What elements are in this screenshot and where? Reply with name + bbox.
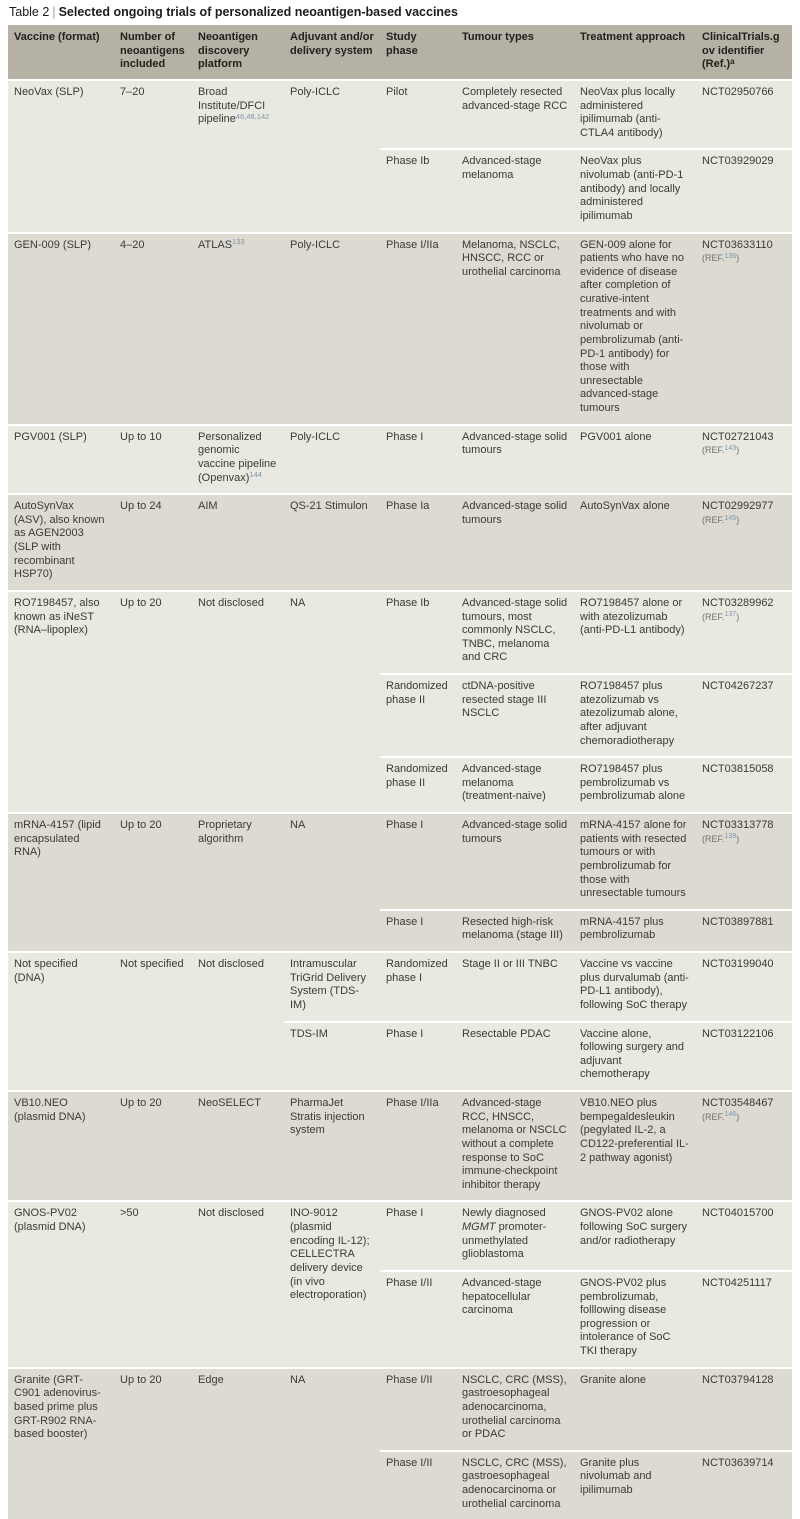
study-phase-cell: Pilot [380, 80, 456, 150]
tumour-types-cell: Advanced-stage hepatocellular carcinoma [456, 1271, 574, 1368]
table-row [8, 813, 792, 910]
tumour-types-cell: Advanced-stage solid tumours [456, 813, 574, 910]
tumour-types-cell: Advanced-stage melanoma [456, 149, 574, 232]
vaccine-cell: PGV001 (SLP) [8, 425, 114, 495]
tumour-types-cell: Advanced-stage solid tumours [456, 494, 574, 591]
adjuvant-cell: TDS-IM [284, 1022, 380, 1092]
column-header-3: Neoantigen discovery platform [192, 25, 284, 80]
vaccine-cell: GEN-009 (SLP) [8, 233, 114, 425]
column-header-7: Treatment approach [574, 25, 696, 80]
nct-id-cell: NCT03815058 [696, 757, 792, 813]
platform-cell: Not disclosed [192, 591, 284, 813]
vaccine-cell: GNOS-PV02 (plasmid DNA) [8, 1201, 114, 1367]
neoantigen-count-cell: 7–20 [114, 80, 192, 233]
treatment-cell: RO7198457 plus atezolizumab vs atezolizumab alone, after adjuvant chemoradiotherapy [574, 674, 696, 757]
neoantigen-count-cell: Up to 10 [114, 425, 192, 495]
tumour-types-cell: Advanced-stage solid tumours, most commonly NSCLC, TNBC, melanoma and CRC [456, 591, 574, 674]
study-phase-cell: Phase I [380, 1201, 456, 1271]
vaccine-cell: Granite (GRT-C901 adenovirus-based prime plus GRT-R902 RNA-based booster) [8, 1368, 114, 1519]
tumour-types-cell: Resectable PDAC [456, 1022, 574, 1092]
nct-id-cell: NCT02721043 (REF.$^{143}$) [696, 425, 792, 495]
tumour-types-cell: Newly diagnosed MGMT promoter-unmethylated glioblastoma [456, 1201, 574, 1271]
platform-cell: ATLAS$^{133}$ [192, 233, 284, 425]
nct-id-cell: NCT03548467 (REF.$^{146}$) [696, 1091, 792, 1201]
treatment-cell: Vaccine vs vaccine plus durvalumab (anti-PD-L1 antibody), following SoC therapy [574, 952, 696, 1022]
nct-id-cell: NCT04267237 [696, 674, 792, 757]
nct-id-cell: NCT03897881 [696, 910, 792, 952]
study-phase-cell: Randomized phase II [380, 674, 456, 757]
neoantigen-count-cell: Up to 24 [114, 494, 192, 591]
treatment-cell: VB10.NEO plus bempegaldesleukin (pegylated IL-2, a CD122-preferential IL-2 pathway agonist) [574, 1091, 696, 1201]
study-phase-cell: Phase Ib [380, 149, 456, 232]
treatment-cell: NeoVax plus nivolumab (anti-PD-1 antibody) and locally administered ipilimumab [574, 149, 696, 232]
platform-cell: AIM [192, 494, 284, 591]
tumour-types-cell: NSCLC, CRC (MSS), gastroesophageal adenocarcinoma or urothelial carcinoma [456, 1451, 574, 1519]
nct-id-cell: NCT03929029 [696, 149, 792, 232]
study-phase-cell: Phase Ia [380, 494, 456, 591]
table-row [8, 425, 792, 495]
tumour-types-cell: Advanced-stage solid tumours [456, 425, 574, 495]
tumour-types-cell: Advanced-stage melanoma (treatment-naive) [456, 757, 574, 813]
study-phase-cell: Phase Ib [380, 591, 456, 674]
platform-cell: Proprietary algorithm [192, 813, 284, 952]
adjuvant-cell: Intramuscular TriGrid Delivery System (TDS-IM) [284, 952, 380, 1022]
header-row [8, 25, 792, 80]
reference-note: (REF.$^{145}$) [702, 514, 740, 525]
tumour-types-cell: Advanced-stage RCC, HNSCC, melanoma or NSCLC without a complete response to SoC immune-checkpoint inhibitor therapy [456, 1091, 574, 1201]
study-phase-cell: Phase I/II [380, 1368, 456, 1451]
platform-cell: Not disclosed [192, 952, 284, 1091]
vaccine-cell: VB10.NEO (plasmid DNA) [8, 1091, 114, 1201]
neoantigen-count-cell: 4–20 [114, 233, 192, 425]
platform-cell: NeoSELECT [192, 1091, 284, 1201]
column-header-2: Number of neoantigens included [114, 25, 192, 80]
reference-note: (REF.$^{139}$) [702, 833, 740, 844]
column-header-8: ClinicalTrials.gov identifier $(Ref.)^a$ [696, 25, 792, 80]
table-caption [8, 5, 792, 25]
nct-id-cell: NCT03633110 (REF.$^{136}$) [696, 233, 792, 425]
platform-cell: Personalized genomic vaccine pipeline (Openvax)$^{144}$ [192, 425, 284, 495]
nct-id-cell: NCT04251117 [696, 1271, 792, 1368]
vaccine-cell: mRNA-4157 (lipid encapsulated RNA) [8, 813, 114, 952]
neoantigen-count-cell: Up to 20 [114, 813, 192, 952]
table-row [8, 591, 792, 674]
column-header-1: Vaccine (format) [8, 25, 114, 80]
vaccine-cell: NeoVax (SLP) [8, 80, 114, 233]
treatment-cell: Granite alone [574, 1368, 696, 1451]
study-phase-cell: Phase I/IIa [380, 233, 456, 425]
tumour-types-cell: Resected high-risk melanoma (stage III) [456, 910, 574, 952]
platform-cell: Not disclosed [192, 1201, 284, 1367]
adjuvant-cell: NA [284, 591, 380, 813]
adjuvant-cell: Poly-ICLC [284, 233, 380, 425]
table-row [8, 952, 792, 1022]
tumour-types-cell: Stage II or III TNBC [456, 952, 574, 1022]
column-header-5: Study phase [380, 25, 456, 80]
reference-note: (REF.$^{136}$) [702, 252, 740, 264]
vaccine-cell: RO7198457, also known as iNeST (RNA–lipoplex) [8, 591, 114, 813]
table-row [8, 80, 792, 150]
neoantigen-count-cell: Up to 20 [114, 591, 192, 813]
caption-separator: | [52, 5, 56, 19]
table-title: Selected ongoing trials of personalized neoantigen-based vaccines [58, 5, 458, 19]
nct-id-cell: NCT02950766 [696, 80, 792, 150]
neoantigen-count-cell: >50 [114, 1201, 192, 1367]
reference-note: (REF.$^{146}$) [702, 1111, 740, 1122]
adjuvant-cell: QS-21 Stimulon [284, 494, 380, 591]
table-row [8, 1091, 792, 1201]
treatment-cell: NeoVax plus locally administered ipilimumab (anti-CTLA4 antibody) [574, 80, 696, 150]
adjuvant-cell: PharmaJet Stratis injection system [284, 1091, 380, 1201]
treatment-cell: mRNA-4157 plus pembrolizumab [574, 910, 696, 952]
adjuvant-cell: NA [284, 813, 380, 952]
treatment-cell: mRNA-4157 alone for patients with resected tumours or with pembrolizumab for those with unresectable tumours [574, 813, 696, 910]
study-phase-cell: Phase I [380, 813, 456, 910]
nct-id-cell: NCT04015700 [696, 1201, 792, 1271]
treatment-cell: PGV001 alone [574, 425, 696, 495]
adjuvant-cell: NA [284, 1368, 380, 1519]
treatment-cell: GNOS-PV02 alone following SoC surgery and/or radiotherapy [574, 1201, 696, 1271]
table-body [8, 80, 792, 1519]
tumour-types-cell: NSCLC, CRC (MSS), gastroesophageal adenocarcinoma, urothelial carcinoma or PDAC [456, 1368, 574, 1451]
study-phase-cell: Phase I/IIa [380, 1091, 456, 1201]
reference-note: (REF.$^{143}$) [702, 445, 740, 456]
treatment-cell: RO7198457 alone or with atezolizumab (anti-PD-L1 antibody) [574, 591, 696, 674]
tumour-types-cell: ctDNA-positive resected stage III NSCLC [456, 674, 574, 757]
nct-id-cell: NCT03794128 [696, 1368, 792, 1451]
nct-id-cell: NCT02992977 (REF.$^{145}$) [696, 494, 792, 591]
tumour-types-cell: Melanoma, NSCLC, HNSCC, RCC or urothelial carcinoma [456, 233, 574, 425]
study-phase-cell: Phase I [380, 1022, 456, 1092]
nct-id-cell: NCT03122106 [696, 1022, 792, 1092]
table-row [8, 1201, 792, 1271]
reference-note: (REF.$^{137}$) [702, 611, 740, 622]
tumour-types-cell: Completely resected advanced-stage RCC [456, 80, 574, 150]
adjuvant-cell: Poly-ICLC [284, 425, 380, 495]
table-row [8, 1368, 792, 1451]
study-phase-cell: Phase I [380, 910, 456, 952]
study-phase-cell: Randomized phase I [380, 952, 456, 1022]
treatment-cell: GNOS-PV02 plus pembrolizumab, folllowing disease progression or intolerance of SoC TKI therapy [574, 1271, 696, 1368]
nct-id-cell: NCT03313778 (REF.$^{139}$) [696, 813, 792, 910]
study-phase-cell: Phase I [380, 425, 456, 495]
adjuvant-cell: Poly-ICLC [284, 80, 380, 233]
treatment-cell: Vaccine alone, following surgery and adjuvant chemotherapy [574, 1022, 696, 1092]
study-phase-cell: Randomized phase II [380, 757, 456, 813]
study-phase-cell: Phase I/II [380, 1451, 456, 1519]
study-phase-cell: Phase I/II [380, 1271, 456, 1368]
platform-cell: Broad Institute/DFCI pipeline$^{46,48,142}$ [192, 80, 284, 233]
column-header-4: Adjuvant and/or delivery system [284, 25, 380, 80]
table-header [8, 25, 792, 80]
treatment-cell: GEN-009 alone for patients who have no evidence of disease after completion of curative-intent treatments and with nivolumab or pembrolizumab (anti-PD-1 antibody) for those with unresectable advanced-stage tumours [574, 233, 696, 425]
treatment-cell: AutoSynVax alone [574, 494, 696, 591]
platform-cell: Edge [192, 1368, 284, 1519]
nct-id-cell: NCT03289962 (REF.$^{137}$) [696, 591, 792, 674]
vaccine-cell: AutoSynVax (ASV), also known as AGEN2003 (SLP with recombinant HSP70) [8, 494, 114, 591]
trials-table [8, 25, 792, 1519]
nct-id-cell: NCT03639714 [696, 1451, 792, 1519]
column-header-6: Tumour types [456, 25, 574, 80]
neoantigen-count-cell: Up to 20 [114, 1368, 192, 1519]
table-row [8, 494, 792, 591]
neoantigen-count-cell: Not specified [114, 952, 192, 1091]
neoantigen-count-cell: Up to 20 [114, 1091, 192, 1201]
table-row [8, 233, 792, 425]
treatment-cell: RO7198457 plus pembrolizumab vs pembrolizumab alone [574, 757, 696, 813]
vaccine-cell: Not specified (DNA) [8, 952, 114, 1091]
table-label: Table 2 [9, 5, 50, 19]
adjuvant-cell: INO-9012 (plasmid encoding IL-12); CELLECTRA delivery device (in vivo electroporation) [284, 1201, 380, 1367]
nct-id-cell: NCT03199040 [696, 952, 792, 1022]
treatment-cell: Granite plus nivolumab and ipilimumab [574, 1451, 696, 1519]
